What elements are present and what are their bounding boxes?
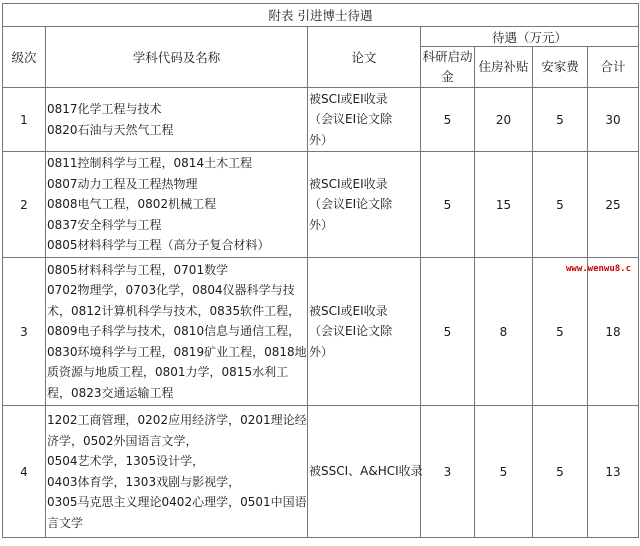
subject-line: 0837安全科学与工程	[47, 217, 162, 232]
header-settle: 安家费	[533, 47, 588, 88]
subject-line: 术，0812计算机科学与技术，0835软件工程，	[47, 303, 301, 318]
housing-cell: 8	[475, 258, 533, 406]
paper-line: 被SSCI、A&HCI收录	[309, 464, 423, 479]
housing-cell: 5	[475, 406, 533, 538]
header-housing: 住房补贴	[475, 47, 533, 88]
watermark-text: www.wenwu8.c	[566, 264, 632, 274]
subject-line: 质资源与地质工程，0801力学，0815水利工	[47, 365, 289, 380]
research-fund-cell: 5	[421, 258, 475, 406]
paper-line: 外）	[309, 344, 334, 359]
paper-line: 被SCI或EI收录	[309, 303, 388, 318]
subject-line: 0702物理学，0703化学，0804仪器科学与技	[47, 283, 295, 298]
paper-cell	[308, 406, 421, 538]
header-subject: 学科代码及名称	[46, 27, 308, 88]
subject-line: 程，0823交通运输工程	[47, 385, 174, 400]
paper-cell	[308, 258, 421, 406]
paper-line: （会议EI论文除	[309, 197, 393, 212]
level-cell: 3	[3, 258, 46, 406]
treatment-table	[2, 3, 639, 538]
subject-line: 0808电气工程，0802机械工程	[47, 197, 217, 212]
subject-line: 0820石油与天然气工程	[47, 122, 174, 137]
header-total: 合计	[588, 47, 639, 88]
paper-line: （会议EI论文除	[309, 324, 393, 339]
research-fund-cell: 5	[421, 88, 475, 152]
level-cell: 2	[3, 152, 46, 258]
paper-line: （会议EI论文除	[309, 112, 393, 127]
subject-line: 0805材料科学与工程（高分子复合材料）	[47, 238, 270, 253]
subject-cell	[46, 406, 308, 538]
subject-line: 0805材料科学与工程，0701数学	[47, 262, 229, 277]
settle-cell: 5	[533, 406, 588, 538]
header-paper: 论文	[308, 27, 421, 88]
header-level: 级次	[3, 27, 46, 88]
total-cell: 25	[588, 152, 639, 258]
housing-cell: 20	[475, 88, 533, 152]
subject-line: 1202工商管理，0202应用经济学，0201理论经	[47, 413, 307, 427]
subject-line: 0403体育学，1303戏剧与影视学，	[47, 474, 241, 489]
table-title: 附表 引进博士待遇	[3, 4, 639, 27]
subject-line: 0809电子科学与技术，0810信息与通信工程，	[47, 324, 301, 339]
level-cell: 1	[3, 88, 46, 152]
subject-line: 言文学	[47, 515, 84, 530]
table-row	[3, 406, 639, 538]
subject-cell	[46, 152, 308, 258]
table-row	[3, 88, 639, 152]
settle-cell: 5	[533, 152, 588, 258]
paper-line: 外）	[309, 132, 334, 147]
paper-cell	[308, 88, 421, 152]
total-cell: 13	[588, 406, 639, 538]
subject-cell	[46, 258, 308, 406]
level-cell: 4	[3, 406, 46, 538]
paper-line: 被SCI或EI收录	[309, 176, 388, 191]
header-research-fund: 科研启动金	[421, 47, 475, 88]
settle-cell: 5	[533, 88, 588, 152]
subject-line: 0305马克思主义理论0402心理学，0501中国语	[47, 495, 307, 509]
subject-line: 0830环境科学与工程，0819矿业工程，0818地	[47, 344, 307, 359]
header-treatment: 待遇（万元）	[421, 27, 639, 47]
settle-cell: 5	[533, 258, 588, 406]
table-row	[3, 258, 639, 406]
subject-line: 0811控制科学与工程，0814土木工程	[47, 156, 253, 171]
subject-line: 济学，0502外国语言文学，	[47, 433, 198, 448]
subject-cell	[46, 88, 308, 152]
total-cell: 18	[588, 258, 639, 406]
paper-line: 被SCI或EI收录	[309, 91, 388, 106]
research-fund-cell: 3	[421, 406, 475, 538]
housing-cell: 15	[475, 152, 533, 258]
research-fund-cell: 5	[421, 152, 475, 258]
subject-line: 0504艺术学，1305设计学，	[47, 454, 205, 468]
subject-line: 0817化学工程与技术	[47, 102, 162, 116]
subject-line: 0807动力工程及工程热物理	[47, 176, 198, 191]
table-row	[3, 152, 639, 258]
paper-line: 外）	[309, 217, 334, 232]
paper-cell	[308, 152, 421, 258]
total-cell: 30	[588, 88, 639, 152]
